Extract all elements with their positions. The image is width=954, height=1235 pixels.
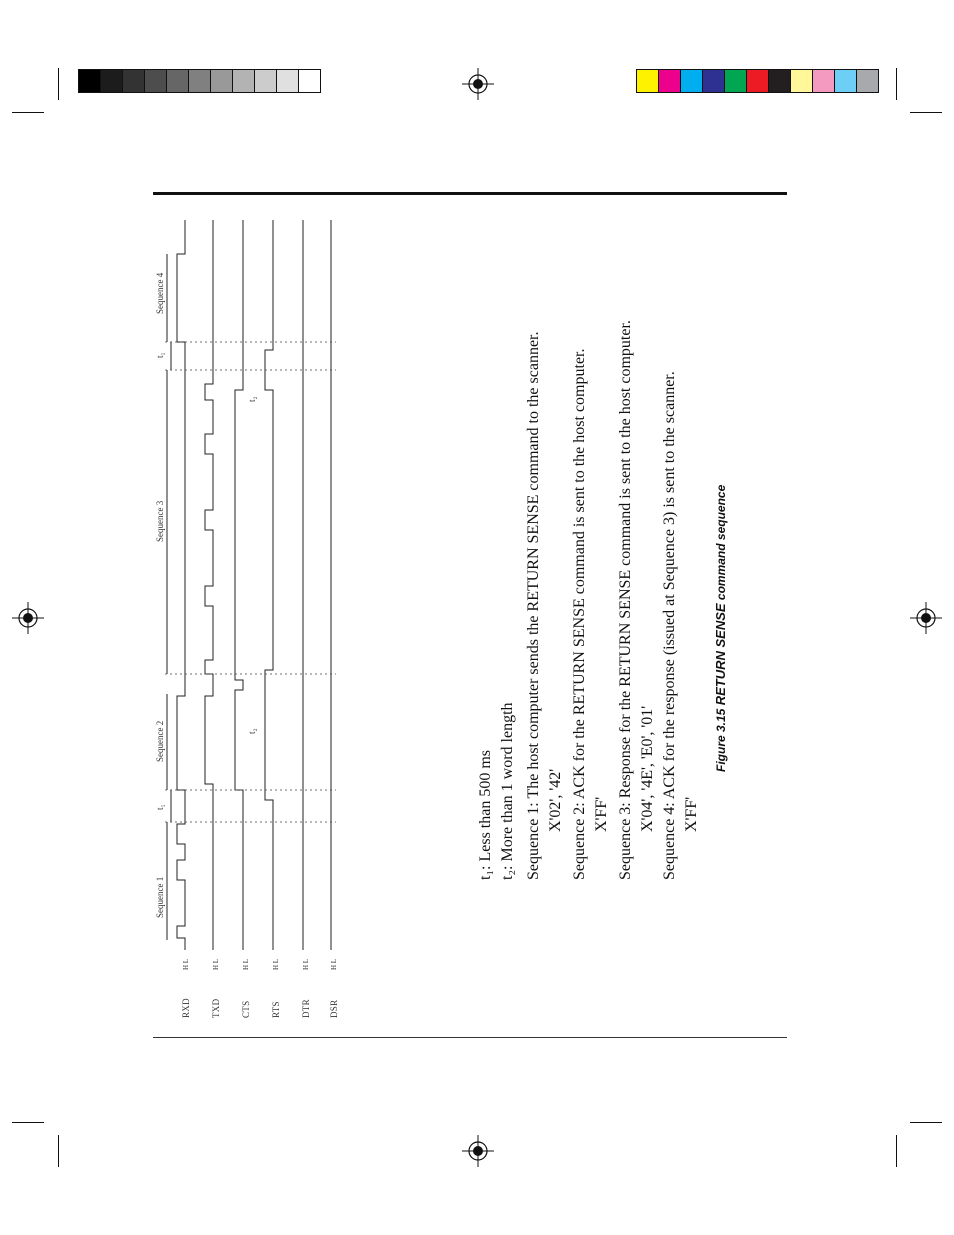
level-label: H L xyxy=(272,958,280,970)
sequence-3-text: Sequence 3: Response for the RETURN SENSE command is sent to the host computer. xyxy=(617,320,634,880)
level-label: H L xyxy=(242,958,250,970)
header-rule xyxy=(153,192,787,195)
process-color-bar xyxy=(636,69,879,93)
figure-title: command sequence xyxy=(714,484,728,601)
registration-mark-icon xyxy=(462,1135,494,1167)
registration-mark-icon xyxy=(462,68,494,100)
sequence-1-text: Sequence 1: The host computer sends the RETURN SENSE command to the scanner. xyxy=(525,331,542,880)
sequence-label: Sequence 1 xyxy=(155,876,165,918)
t2-label: t₂ xyxy=(247,728,257,734)
sequence-3-data: X'04', '4E', 'E0', '01' xyxy=(639,705,656,832)
crop-mark xyxy=(910,1122,942,1123)
signal-label: TXD xyxy=(211,998,221,1018)
t2-definition: t₂: More than 1 word length xyxy=(499,702,516,880)
sequence-label: Sequence 4 xyxy=(155,272,165,314)
cts-waveform xyxy=(235,220,243,950)
signal-label: CTS xyxy=(241,1000,251,1018)
sequence-1-data: X'02', '42' xyxy=(547,768,564,832)
signal-label: RXD xyxy=(181,998,191,1018)
level-label: H L xyxy=(212,958,220,970)
registration-mark-icon xyxy=(910,602,942,634)
signal-label: RTS xyxy=(271,1001,281,1018)
timing-diagram xyxy=(151,210,351,1030)
rxd-waveform xyxy=(177,220,185,950)
level-label: H L xyxy=(330,958,338,970)
footer-rule xyxy=(153,1037,787,1038)
level-label: H L xyxy=(182,958,190,970)
figure-number: Figure 3.15 xyxy=(714,708,728,772)
sequence-label: Sequence 3 xyxy=(155,500,165,542)
grayscale-color-bar xyxy=(78,69,321,93)
crop-mark xyxy=(58,68,59,100)
sequence-2-data: X'FF' xyxy=(593,796,610,832)
registration-mark-icon xyxy=(12,602,44,634)
crop-mark xyxy=(12,112,44,113)
crop-mark xyxy=(896,68,897,100)
sequence-2-text: Sequence 2: ACK for the RETURN SENSE command is sent to the host computer. xyxy=(571,348,588,880)
sequence-4-text: Sequence 4: ACK for the response (issued at Sequence 3) is sent to the scanner. xyxy=(661,371,678,880)
t1-definition: t₁: Less than 500 ms xyxy=(477,749,494,880)
signal-label: DTR xyxy=(301,999,311,1018)
signal-label: DSR xyxy=(329,999,339,1018)
t1-label: t₁ xyxy=(155,352,165,358)
t1-label: t₁ xyxy=(155,804,165,810)
crop-mark xyxy=(896,1135,897,1167)
sequence-4-data: X'FF' xyxy=(683,796,700,832)
sequence-label: Sequence 2 xyxy=(155,720,165,762)
crop-mark xyxy=(58,1135,59,1167)
rotated-figure-page xyxy=(151,210,761,1030)
figure-command-name: RETURN SENSE xyxy=(713,603,728,706)
rts-waveform xyxy=(265,220,273,950)
figure-caption xyxy=(713,485,728,772)
level-label: H L xyxy=(302,958,310,970)
t2-label: t₂ xyxy=(247,396,257,402)
txd-waveform xyxy=(205,220,213,950)
crop-mark xyxy=(12,1122,44,1123)
crop-mark xyxy=(910,112,942,113)
